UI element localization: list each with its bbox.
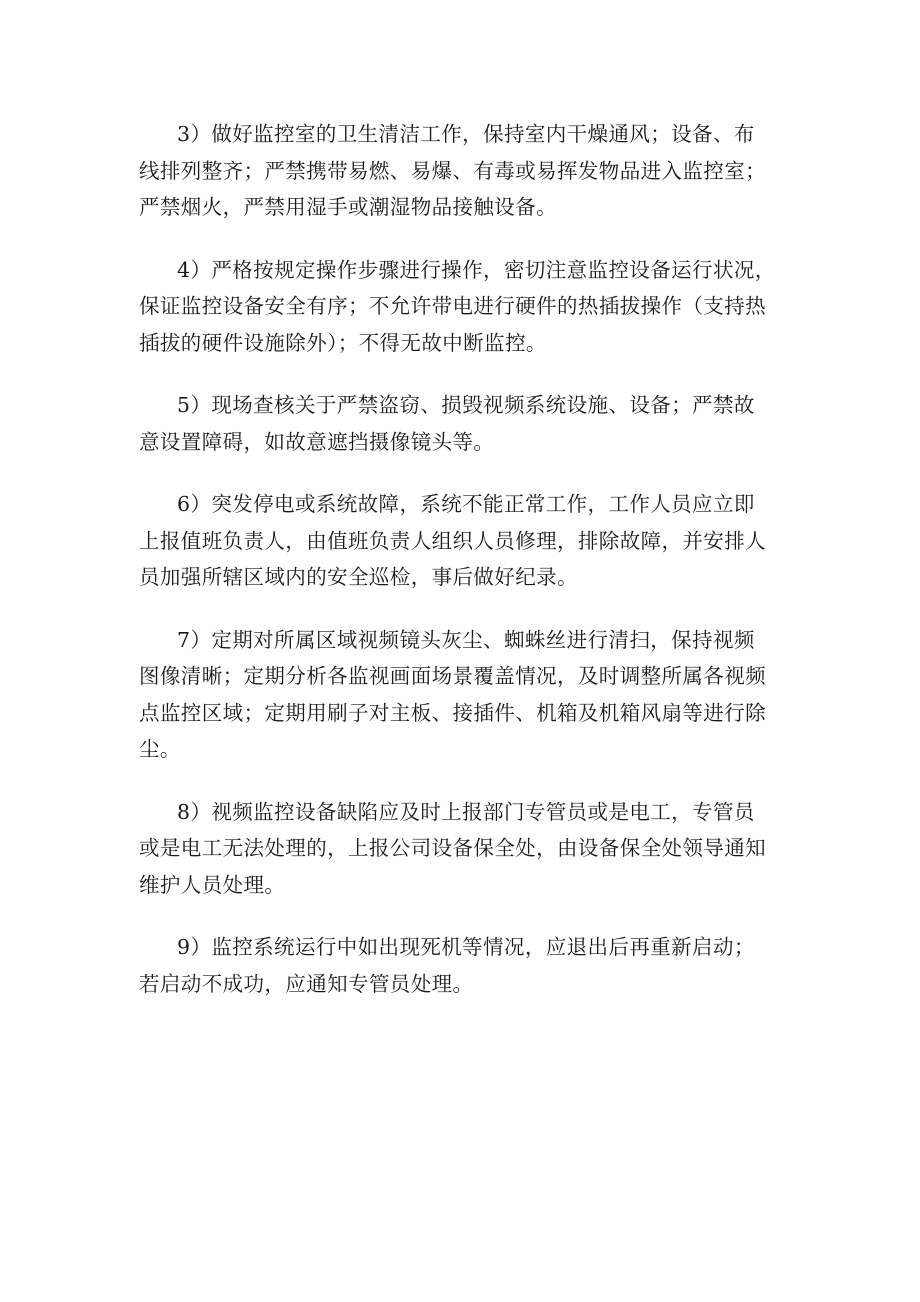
text-line: 严禁烟火，严禁用湿手或潮湿物品接触设备。: [139, 195, 557, 219]
text-line: 点监控区域；定期用刷子对主板、接插件、机箱及机箱风扇等进行除: [139, 700, 766, 725]
paragraph-item-9: [139, 929, 789, 1002]
text-line: 若启动不成功，应通知专管员处理。: [139, 971, 474, 996]
text-line: 员加强所辖区域内的安全巡检，事后做好纪录。: [139, 565, 578, 589]
text-line: 插拔的硬件设施除外）；不得无故中断监控。: [139, 330, 547, 355]
paragraph-item-3: [139, 116, 789, 226]
document-body: [139, 116, 789, 1028]
text-line: 4）严格按规定操作步骤进行操作，密切注意监控设备运行状况，: [177, 257, 776, 282]
text-line: 3）做好监控室的卫生清洁工作，保持室内干燥通风；设备、布: [177, 122, 755, 146]
text-line: 7）定期对所属区域视频镜头灰尘、蜘蛛丝进行清扫，保持视频: [177, 627, 755, 652]
paragraph-item-8: [139, 794, 789, 904]
text-line: 维护人员处理。: [139, 872, 286, 897]
text-line: 图像清晰；定期分析各监视画面场景覆盖情况，及时调整所属各视频: [139, 664, 766, 688]
text-line: 5）现场查核关于严禁盗窃、损毁视频系统设施、设备；严禁故: [177, 393, 755, 417]
paragraph-item-7: [139, 622, 789, 768]
text-line: 意设置障碍，如故意遮挡摄像镜头等。: [139, 429, 495, 454]
paragraph-item-4: [139, 252, 789, 362]
text-line: 9）监控系统运行中如出现死机等情况，应退出后再重新启动；: [177, 935, 755, 959]
paragraph-item-5: [139, 387, 789, 460]
paragraph-item-6: [139, 486, 789, 596]
text-line: 6）突发停电或系统故障，系统不能正常工作，工作人员应立即: [177, 492, 755, 516]
text-line: 上报值班负责人，由值班负责人组织人员修理，排除故障，并安排人: [139, 528, 766, 553]
text-line: 尘。: [139, 737, 181, 761]
text-line: 8）视频监控设备缺陷应及时上报部门专管员或是电工，专管员: [177, 799, 755, 824]
text-line: 线排列整齐；严禁携带易燃、易爆、有毒或易挥发物品进入监控室；: [139, 158, 766, 183]
text-line: 保证监控设备安全有序；不允许带电进行硬件的热插拔操作（支持热: [139, 294, 766, 318]
text-line: 或是电工无法处理的，上报公司设备保全处，由设备保全处领导通知: [139, 836, 766, 860]
